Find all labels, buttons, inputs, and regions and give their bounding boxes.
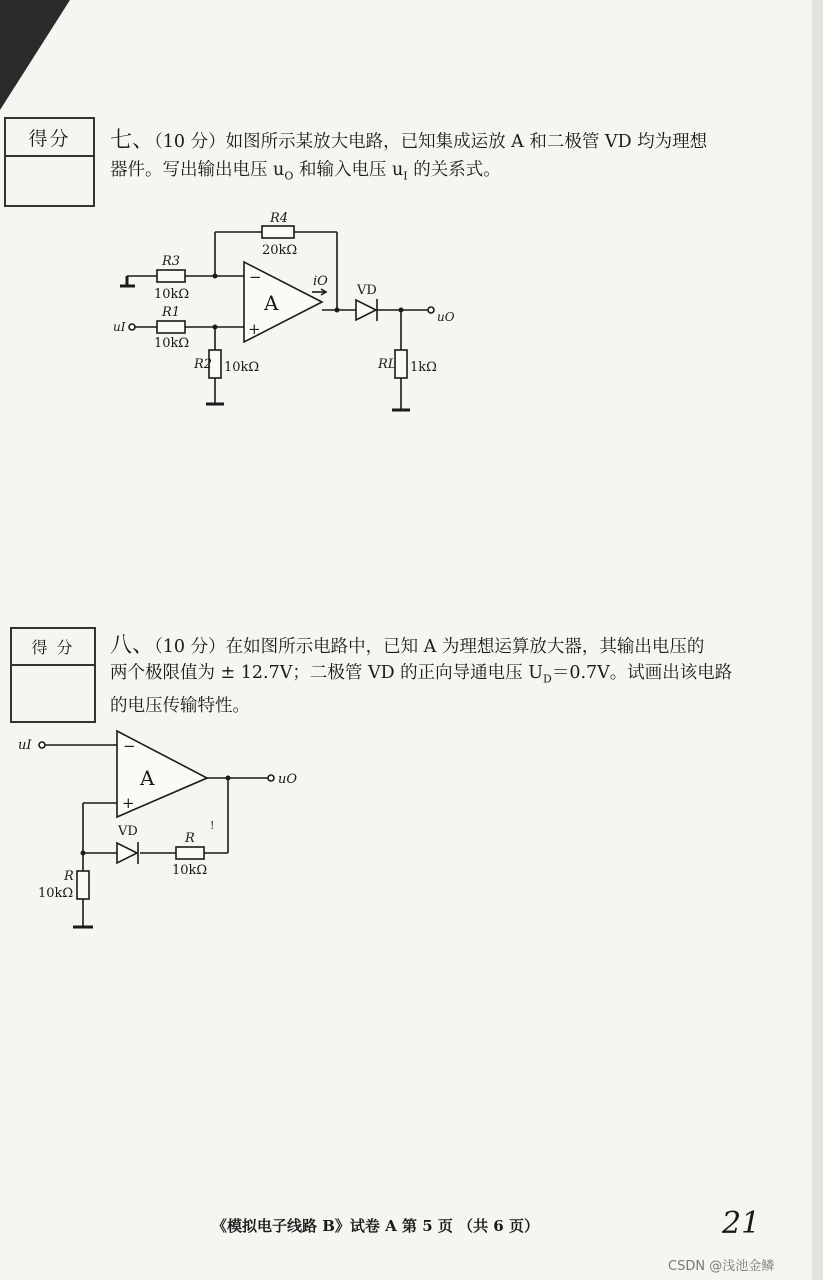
q7-r2-value: 10kΩ	[224, 360, 260, 375]
q8-score-box	[10, 627, 96, 723]
q8-vd-label: VD	[118, 824, 138, 839]
q7-line1: 七、（10 分）如图所示某放大电路，已知集成运放 A 和二极管 VD 均为理想	[110, 128, 708, 153]
q7-r1-value: 10kΩ	[154, 336, 190, 351]
q8-circuit-diagram	[0, 725, 823, 935]
q7-r4-value: 20kΩ	[262, 243, 298, 258]
q7-r3-name: R3	[162, 254, 181, 269]
q8-uo-label: uO	[278, 772, 298, 787]
q7-uo-label: uO	[437, 310, 455, 324]
q7-score-label: 得分	[6, 119, 93, 157]
q8-text	[110, 633, 790, 719]
q8-stray-mark: !	[210, 819, 215, 832]
q7-r4-name: R4	[270, 211, 289, 226]
q7-r2-name: R2	[194, 357, 213, 372]
q8-r-value: 10kΩ	[172, 863, 208, 878]
q7-circuit-diagram	[0, 200, 823, 420]
q7-vd-label: VD	[357, 283, 377, 298]
q8-opamp-label: A	[140, 766, 155, 790]
q7-plus-sign: +	[248, 320, 261, 338]
q7-rl-name: RL	[378, 357, 397, 372]
q7-io-label: iO	[313, 274, 328, 289]
q8-ui-label: uI	[18, 738, 32, 753]
q8-plus-sign: +	[122, 794, 135, 812]
q8-minus-sign: −	[123, 737, 136, 755]
q7-rl-value: 1kΩ	[410, 360, 437, 375]
q8-line2: 两个极限值为 ± 12.7V；二极管 VD 的正向导通电压 $U_D=0.7V$。试画出该电路	[110, 663, 733, 686]
handwritten-page-number: 21	[722, 1206, 761, 1241]
q7-line2: 器件。写出输出电压 $u_O$ 和输入电压 $u_I$ 的关系式。	[110, 160, 501, 183]
q8-line1: 八、（10 分）在如图所示电路中，已知 A 为理想运算放大器，其输出电压的	[110, 633, 705, 658]
page-footer: 《模拟电子线路 B》试卷 A 第 5 页 （共 6 页）	[212, 1217, 539, 1235]
q7-r3-value: 10kΩ	[154, 287, 190, 302]
q7-opamp-label: A	[264, 291, 279, 315]
q8-line3: 的电压传输特性。	[110, 695, 250, 716]
q7-minus-sign: −	[249, 268, 262, 286]
q7-score-box	[4, 117, 95, 207]
q8-r-left-name: R	[64, 869, 74, 884]
q7-ui-label: uI	[113, 320, 126, 334]
q7-text	[110, 128, 770, 190]
q8-r-left-value: 10kΩ	[38, 886, 74, 901]
csdn-watermark: CSDN @浅池金鳞	[668, 1259, 775, 1274]
q7-r1-name: R1	[162, 305, 181, 320]
q8-r-name: R	[185, 831, 195, 846]
q8-score-label: 得 分	[12, 629, 94, 666]
